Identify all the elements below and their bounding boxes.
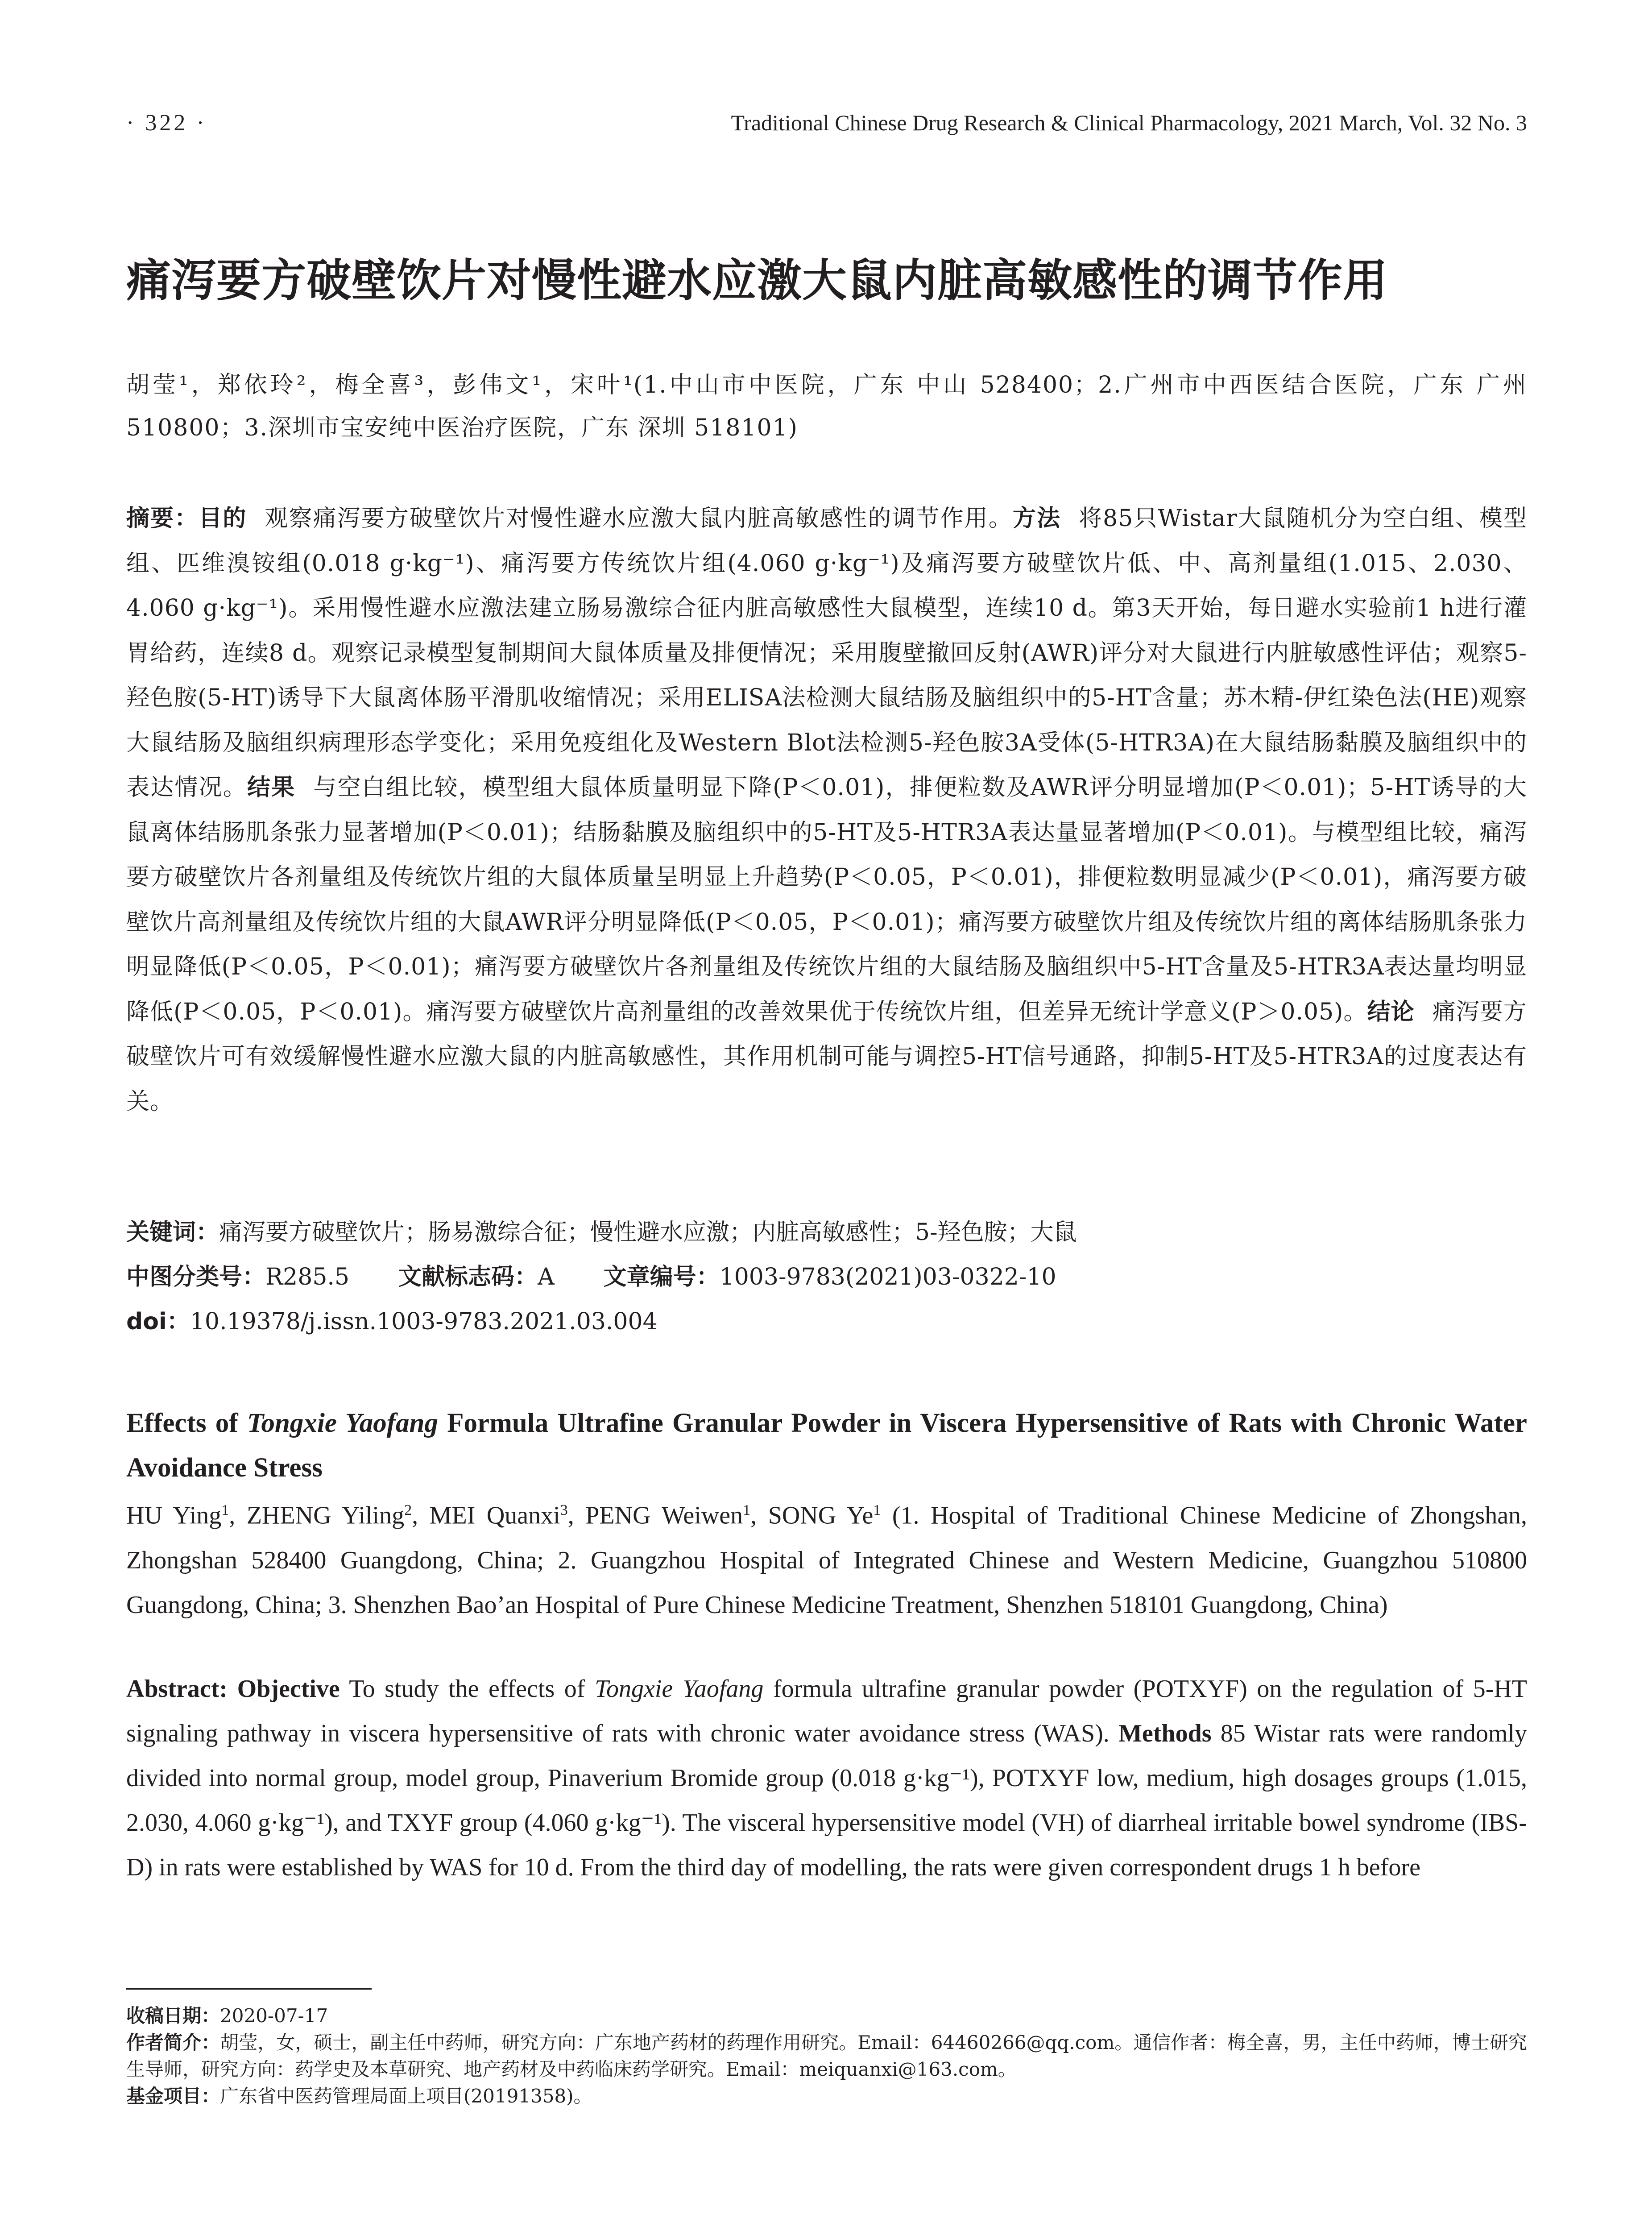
author-en: PENG Weiwen (585, 1501, 743, 1530)
author-affil-sup: 2 (404, 1502, 412, 1518)
article-title-en (126, 1401, 1527, 1490)
affiliations-en: (1. Hospital of Traditional Chinese Medicine of Zhongshan, Zhongshan 528400 Guangdong, China; 2. Guangzhou Hospital of Integrated Chinese and Western Medicine, Guangzhou 510800 Guangdong, China; 3. Shenzhen Bao’an Hospital of Pure Chinese Medicine Treatment, Shenzhen 518101 Guangdong, China) (126, 1501, 1528, 1619)
objective-en-label: Objective (237, 1675, 340, 1703)
fund-label: 基金项目： (126, 2085, 220, 2107)
classification-row (126, 1255, 1527, 1299)
running-header (126, 110, 1527, 136)
author-en: MEI Quanxi (429, 1501, 560, 1530)
results-label: 结果 (247, 774, 296, 801)
received-value: 2020-07-17 (220, 2005, 328, 2027)
objective-en-text: To study the effects of (349, 1675, 595, 1703)
page-number: · 322 · (126, 110, 207, 136)
author-info-value: 胡莹，女，硕士，副主任中药师，研究方向：广东地产药材的药理作用研究。Email：64460266@qq.com。通信作者：梅全喜，男，主任中药师，博士研究生导师，研究方向：药学史及本草研究、地产药材及中药临床药学研究。Email：meiquanxi@163.com。 (126, 2032, 1527, 2080)
methods-label: 方法 (1012, 505, 1061, 532)
clc-value: R285.5 (265, 1264, 350, 1290)
received-label: 收稿日期： (126, 2005, 220, 2027)
fund-value: 广东省中医药管理局面上项目(20191358)。 (220, 2085, 592, 2107)
footnote-divider (126, 1988, 372, 1990)
title-en-italic: Tongxie Yaofang (247, 1408, 438, 1438)
conclusion-label: 结论 (1367, 998, 1415, 1025)
abstract-en (126, 1667, 1527, 1890)
methods-text: 将85只Wistar大鼠随机分为空白组、模型组、匹维溴铵组(0.018 g·kg⁻¹)、痛泻要方传统饮片组(4.060 g·kg⁻¹)及痛泻要方破壁饮片低、中、高剂量组(1.015、2.030、4.060 g·kg⁻¹)。采用慢性避水应激法建立肠易激综合征内脏高敏感性大鼠模型，连续10 d。第3天开始，每日避水实验前1 h进行灌胃给药，连续8 d。观察记录模型复制期间大鼠体质量及排便情况；采用腹壁撤回反射(AWR)评分对大鼠进行内脏敏感性评估；观察5-羟色胺(5-HT)诱导下大鼠离体肠平滑肌收缩情况；采用ELISA法检测大鼠结肠及脑组织中的5-HT含量；苏木精-伊红染色法(HE)观察大鼠结肠及脑组织病理形态学变化；采用免疫组化及Western Blot法检测5-羟色胺3A受体(5-HTR3A)在大鼠结肠黏膜及脑组织中的表达情况。 (126, 505, 1527, 801)
footnotes (126, 2003, 1527, 2110)
received-date (126, 2003, 1527, 2029)
doi-value: 10.19378/j.issn.1003-9783.2021.03.004 (190, 1308, 658, 1335)
clc-label: 中图分类号： (126, 1264, 266, 1290)
article-no-value: 1003-9783(2021)03-0322-10 (719, 1264, 1056, 1290)
doc-code-label: 文献标志码： (398, 1264, 538, 1290)
conclusion-text: 痛泻要方破壁饮片可有效缓解慢性避水应激大鼠的内脏高敏感性，其作用机制可能与调控5-HT信号通路，抑制5-HT及5-HTR3A的过度表达有关。 (126, 998, 1527, 1115)
author-en: ZHENG Yiling (246, 1501, 405, 1530)
author-affil-sup: 1 (873, 1502, 881, 1518)
keywords: 痛泻要方破壁饮片；肠易激综合征；慢性避水应激；内脏高敏感性；5-羟色胺；大鼠 (219, 1219, 1077, 1246)
author-en: SONG Ye (768, 1501, 874, 1530)
author-affil-sup: 3 (560, 1502, 568, 1518)
objective-en-italic: Tongxie Yaofang (595, 1675, 764, 1703)
keywords-row (126, 1210, 1527, 1255)
methods-en-text: 85 Wistar rats were randomly divided into normal group, model group, Pinaverium Bromide group (0.018 g·kg⁻¹), POTXYF low, medium, high dosages groups (1.015, 2.030, 4.060 g·kg⁻¹), and TXYF group (4.060 g·kg⁻¹). The visceral hypersensitive model (VH) of diarrheal irritable bowel syndrome (IBS-D) in rats were established by WAS for 10 d. From the third day of modelling, the rats were given correspondent drugs 1 h before (126, 1720, 1528, 1881)
authors-affiliations-en: HU Ying$^1$, ZHENG Yiling$^2$, MEI Quanxi$^3$, PENG Weiwen$^1$, SONG Ye$^1$ (1. Hospital of Traditional Chinese Medicine of Zhongshan, Zhongshan 528400 Guangdong, China; 2. Guangzhou Hospital of Integrated Chinese and Western Medicine, Guangzhou 510800 Guangdong, China; 3. Shenzhen Bao’an Hospital of Pure Chinese Medicine Treatment, Shenzhen 518101 Guangdong, China) (126, 1501, 1528, 1619)
author-info-label: 作者简介： (126, 2032, 220, 2053)
abstract-label: 摘要： (126, 505, 199, 532)
authors-affiliations-cn: 胡莹¹，郑依玲²，梅全喜³，彭伟文¹，宋叶¹(1.中山市中医院，广东 中山 528400；2.广州市中西医结合医院，广东 广州 510800；3.深圳市宝安纯中医治疗医院，广东 深圳 518101) (126, 372, 1527, 441)
title-en-part2: Formula Ultrafine Granular Powder in Viscera Hypersensitive of Rats with Chronic Water Avoidance Stress (126, 1408, 1527, 1483)
article-title-cn: 痛泻要方破壁饮片对慢性避水应激大鼠内脏高敏感性的调节作用 (126, 254, 1388, 307)
objective-en-text-2: formula ultrafine granular powder (POTXYF) on the regulation of 5-HT signaling pathway in viscera hypersensitive of rats with chronic water avoidance stress (WAS). (126, 1675, 1527, 1747)
doi-label: doi： (126, 1308, 190, 1335)
keywords-label: 关键词： (126, 1219, 219, 1246)
fund-info (126, 2083, 1527, 2110)
article-no-label: 文章编号： (603, 1264, 720, 1290)
doc-code-value: A (538, 1264, 555, 1290)
objective-label: 目的 (199, 505, 247, 532)
article-meta (126, 1210, 1527, 1344)
author-en: HU Ying (126, 1501, 222, 1530)
results-text: 与空白组比较，模型组大鼠体质量明显下降(P＜0.01)，排便粒数及AWR评分明显增加(P＜0.01)；5-HT诱导的大鼠离体结肠肌条张力显著增加(P＜0.01)；结肠黏膜及脑组织中的5-HT及5-HTR3A表达量显著增加(P＜0.01)。与模型组比较，痛泻要方破壁饮片各剂量组及传统饮片组的大鼠体质量呈明显上升趋势(P＜0.05，P＜0.01)，排便粒数明显减少(P＜0.01)，痛泻要方破壁饮片高剂量组及传统饮片组的大鼠AWR评分明显降低(P＜0.05，P＜0.01)；痛泻要方破壁饮片组及传统饮片组的离体结肠肌条张力明显降低(P＜0.05，P＜0.01)；痛泻要方破壁饮片各剂量组及传统饮片组的大鼠结肠及脑组织中5-HT含量及5-HTR3A表达量均明显降低(P＜0.05，P＜0.01)。痛泻要方破壁饮片高剂量组的改善效果优于传统饮片组，但差异无统计学意义(P＞0.05)。 (126, 774, 1527, 1025)
author-affil-sup: 1 (743, 1502, 751, 1518)
title-en-part1: Effects of (126, 1408, 247, 1438)
journal-citation: Traditional Chinese Drug Research & Clinical Pharmacology, 2021 March, Vol. 32 No. 3 (731, 110, 1527, 135)
doi-row (126, 1299, 1527, 1344)
abstract-cn (126, 496, 1527, 1124)
methods-en-label: Methods (1118, 1720, 1212, 1747)
author-affil-sup: 1 (221, 1502, 229, 1518)
abstract-en-label: Abstract: (126, 1675, 228, 1703)
objective-text: 观察痛泻要方破壁饮片对慢性避水应激大鼠内脏高敏感性的调节作用。 (265, 505, 1013, 532)
author-info (126, 2029, 1527, 2083)
